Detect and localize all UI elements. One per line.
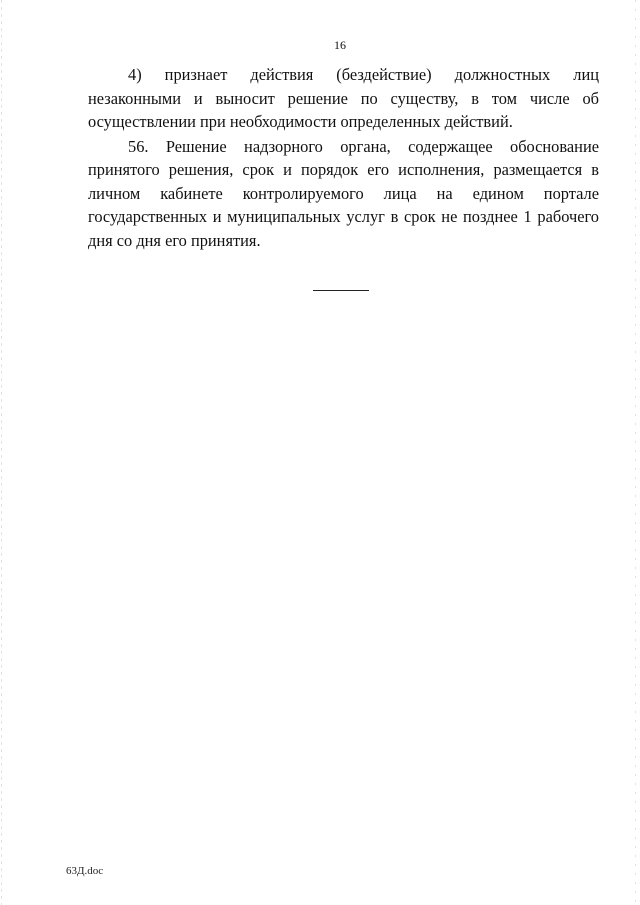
page-number: 16 [334, 38, 346, 52]
end-separator-line [313, 290, 369, 291]
scan-edge-left [1, 0, 2, 905]
footer-filename: 63Д.doc [66, 865, 104, 877]
scan-edge-right [635, 0, 636, 905]
document-body [88, 63, 599, 252]
paragraph-item-56: 56. Решение надзорного органа, содержащее обоснование принятого решения, срок и порядок его исполнения, размещается в личном кабинете контролируемого лица на едином портале государственных и муниципальных услуг в срок не позднее 1 рабочего дня со дня его принятия. [88, 136, 599, 250]
paragraph-item-4: 4) признает действия (бездействие) должностных лиц незаконными и выносит решение по существу, в том числе об осуществлении при необходимости определенных действий. [88, 65, 599, 131]
